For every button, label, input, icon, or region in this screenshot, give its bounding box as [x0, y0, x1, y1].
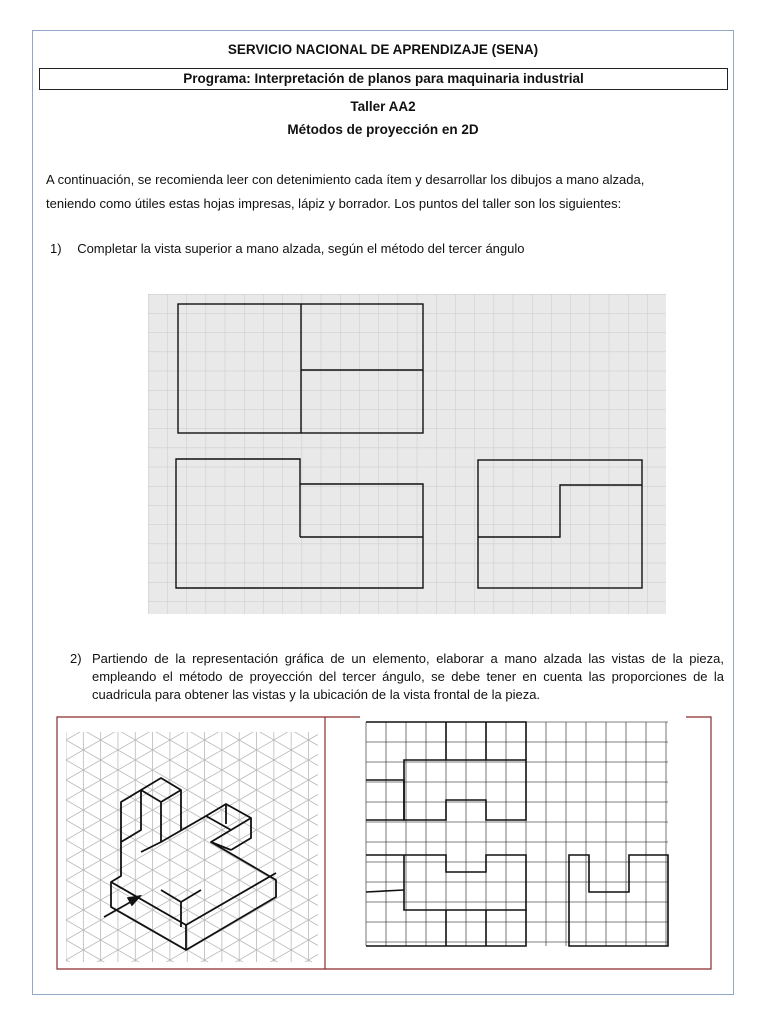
item-1-text: Completar la vista superior a mano alzada, según el método del tercer ángulo — [77, 241, 525, 256]
isometric-drawing — [66, 732, 318, 962]
exercise-1-drawing — [148, 294, 666, 614]
item-1-number: 1) — [50, 241, 62, 256]
item-1 — [50, 241, 525, 256]
answer-grid-views — [366, 722, 668, 946]
program-title: Programa: Interpretación de planos para maquinaria industrial — [39, 68, 728, 90]
item-2 — [70, 650, 724, 704]
isometric-part — [111, 778, 276, 950]
answer-grid — [364, 720, 670, 950]
intro-line-2: teniendo como útiles estas hojas impresas, lápiz y borrador. Los puntos del taller son los siguientes: — [46, 196, 622, 211]
workshop-title: Taller AA2 — [350, 99, 416, 114]
institution-title: SERVICIO NACIONAL DE APRENDIZAJE (SENA) — [227, 42, 539, 57]
topic-title: Métodos de proyección en 2D — [287, 122, 479, 137]
intro-line-1: A continuación, se recomienda leer con detenimiento cada ítem y desarrollar los dibujos a mano alzada, — [46, 172, 645, 187]
item-2-text: Partiendo de la representación gráfica de un elemento, elaborar a mano alzada las vistas de la pieza, empleando el método de proyección del tercer ángulo, se debe tener en cuenta las proporciones de la cuadricula para obtener las vistas y la ubicación de la vista frontal de la pieza. — [92, 651, 724, 702]
item-2-number: 2) — [70, 651, 82, 666]
